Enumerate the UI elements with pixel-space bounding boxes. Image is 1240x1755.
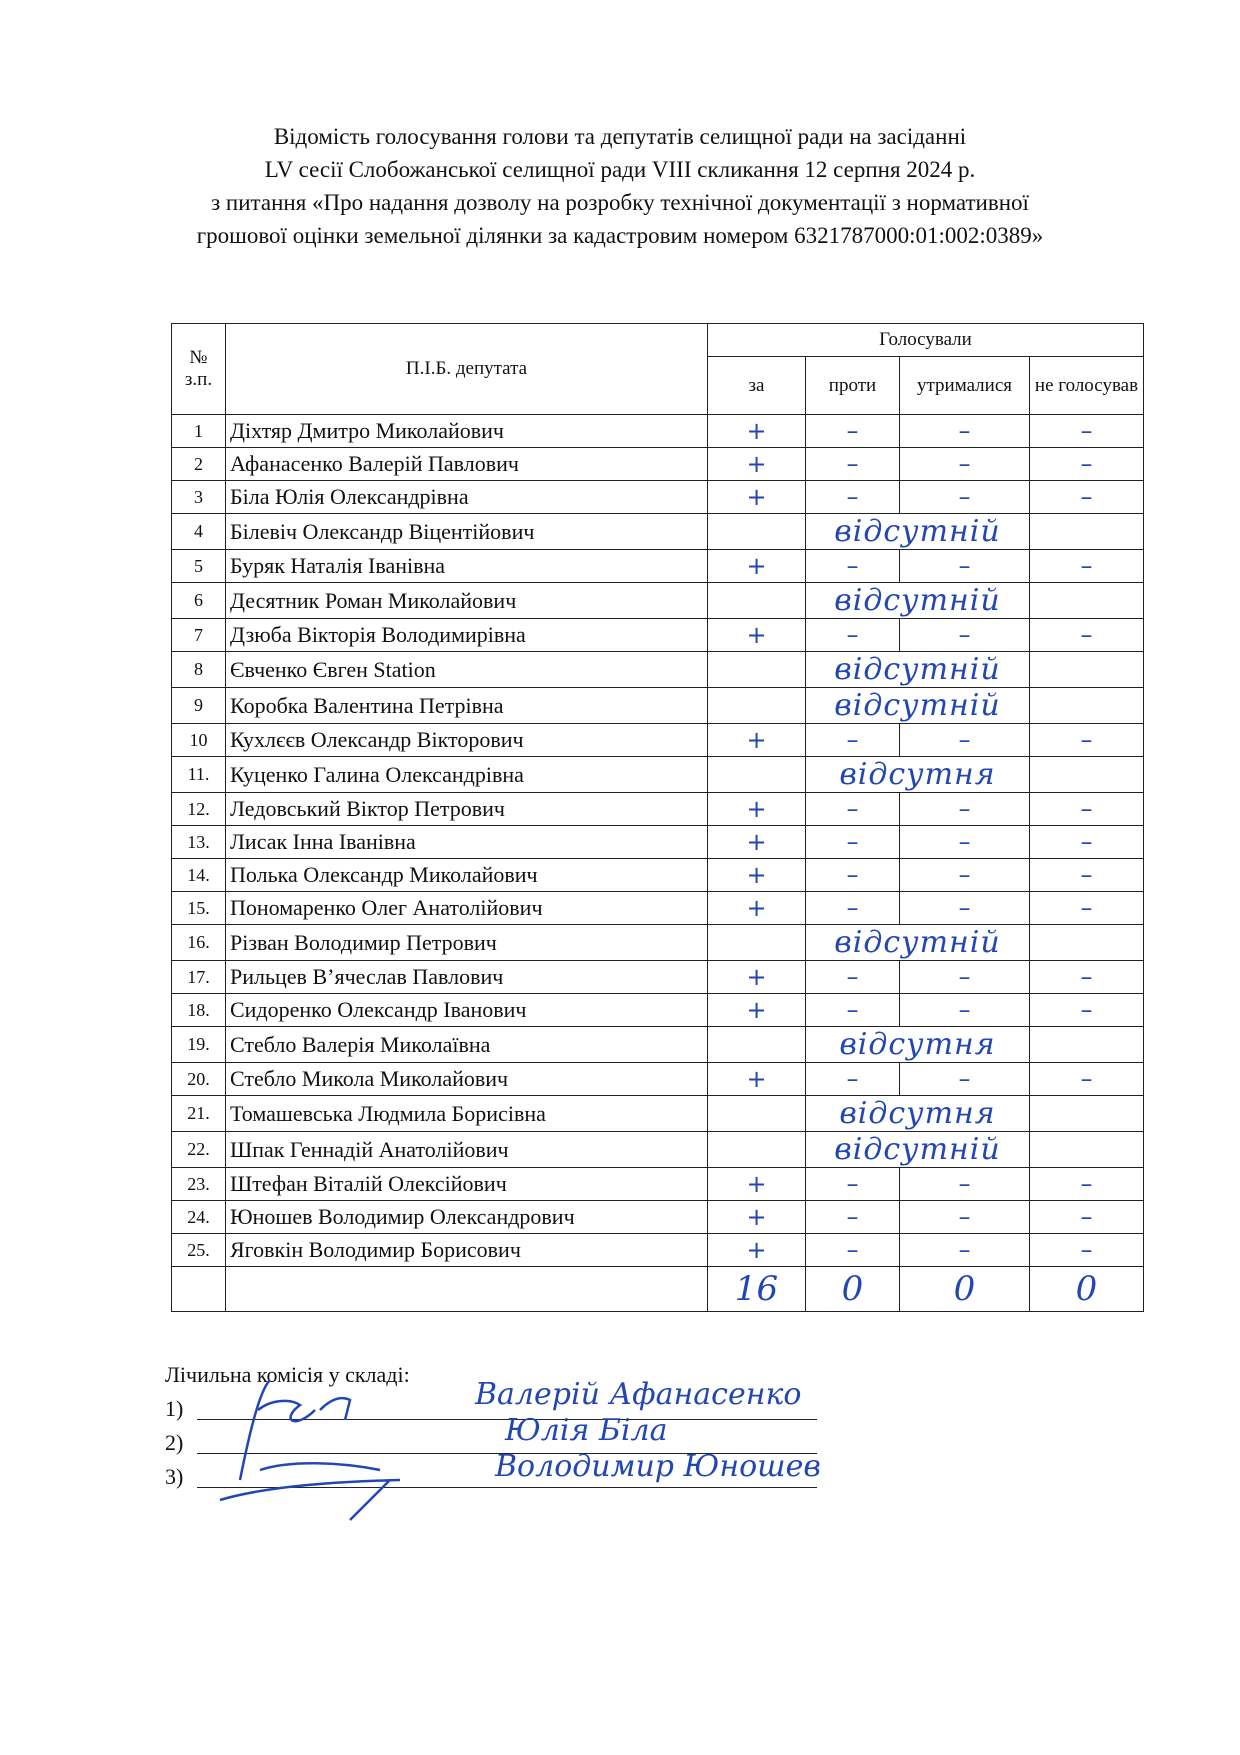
- vote-for: +: [708, 619, 806, 652]
- total-against: 0: [806, 1267, 900, 1312]
- deputy-name: Ледовський Віктор Петрович: [226, 793, 708, 826]
- table-row: [172, 1168, 1144, 1201]
- signature: Юлія Біла: [505, 1413, 668, 1448]
- totals-row: [172, 1267, 1144, 1312]
- absent-note: відсутній: [806, 652, 1030, 688]
- vote-for: [708, 1027, 806, 1063]
- row-number: 14.: [172, 859, 226, 892]
- row-number: 25.: [172, 1234, 226, 1267]
- vote-for: [708, 925, 806, 961]
- row-number: 8: [172, 652, 226, 688]
- table-row: [172, 619, 1144, 652]
- deputy-name: Кухлєєв Олександр Вікторович: [226, 724, 708, 757]
- vote-not-voted: –: [1030, 892, 1144, 925]
- vote-not-voted: [1030, 1132, 1144, 1168]
- vote-for: +: [708, 826, 806, 859]
- row-number: 19.: [172, 1027, 226, 1063]
- member-number: 1): [165, 1396, 184, 1421]
- vote-against: –: [806, 724, 900, 757]
- table-row: [172, 826, 1144, 859]
- vote-abstained: –: [900, 994, 1030, 1027]
- total-abstained: 0: [900, 1267, 1030, 1312]
- vote-not-voted: –: [1030, 1168, 1144, 1201]
- vote-for: [708, 1132, 806, 1168]
- row-number: 10: [172, 724, 226, 757]
- title-line: з питання «Про надання дозволу на розробку технічної документації з нормативної: [211, 190, 1029, 215]
- row-number: 22.: [172, 1132, 226, 1168]
- vote-not-voted: –: [1030, 1063, 1144, 1096]
- vote-for: +: [708, 859, 806, 892]
- table-row: [172, 892, 1144, 925]
- vote-not-voted: –: [1030, 793, 1144, 826]
- deputy-name: Шпак Геннадій Анатолійович: [226, 1132, 708, 1168]
- absent-note: відсутній: [806, 688, 1030, 724]
- vote-not-voted: [1030, 688, 1144, 724]
- row-number: 6: [172, 583, 226, 619]
- header-for: за: [708, 357, 806, 415]
- row-number: 9: [172, 688, 226, 724]
- table-row: [172, 652, 1144, 688]
- vote-for: +: [708, 961, 806, 994]
- vote-abstained: –: [900, 1168, 1030, 1201]
- vote-abstained: –: [900, 961, 1030, 994]
- vote-not-voted: –: [1030, 859, 1144, 892]
- vote-abstained: –: [900, 448, 1030, 481]
- table-row: [172, 961, 1144, 994]
- vote-not-voted: –: [1030, 961, 1144, 994]
- row-number: 24.: [172, 1201, 226, 1234]
- header-voted: Голосували: [708, 324, 1144, 357]
- table-row: [172, 793, 1144, 826]
- table-row: [172, 550, 1144, 583]
- vote-abstained: –: [900, 724, 1030, 757]
- vote-for: [708, 583, 806, 619]
- empty-cell: [172, 1267, 226, 1312]
- absent-note: відсутній: [806, 583, 1030, 619]
- vote-not-voted: [1030, 925, 1144, 961]
- vote-against: –: [806, 826, 900, 859]
- vote-abstained: –: [900, 826, 1030, 859]
- vote-against: –: [806, 892, 900, 925]
- vote-abstained: –: [900, 619, 1030, 652]
- deputy-name: Діхтяр Дмитро Миколайович: [226, 415, 708, 448]
- table-row: [172, 1096, 1144, 1132]
- vote-against: –: [806, 1234, 900, 1267]
- table-row: [172, 448, 1144, 481]
- vote-against: –: [806, 793, 900, 826]
- deputy-name: Полька Олександр Миколайович: [226, 859, 708, 892]
- vote-abstained: –: [900, 481, 1030, 514]
- table-row: [172, 994, 1144, 1027]
- title-line: грошової оцінки земельної ділянки за кадастровим номером 6321787000:01:002:0389»: [196, 223, 1044, 248]
- vote-for: [708, 1096, 806, 1132]
- vote-against: –: [806, 859, 900, 892]
- row-number: 11.: [172, 757, 226, 793]
- table-row: [172, 514, 1144, 550]
- vote-not-voted: –: [1030, 619, 1144, 652]
- absent-note: відсутня: [806, 1096, 1030, 1132]
- table-row: [172, 1063, 1144, 1096]
- deputy-name: Євченко Євген Station: [226, 652, 708, 688]
- signature: Володимир Юношев: [495, 1449, 821, 1484]
- vote-for: +: [708, 892, 806, 925]
- vote-not-voted: –: [1030, 448, 1144, 481]
- vote-not-voted: [1030, 514, 1144, 550]
- deputy-name: Томашевська Людмила Борисівна: [226, 1096, 708, 1132]
- absent-note: відсутня: [806, 1027, 1030, 1063]
- vote-against: –: [806, 481, 900, 514]
- row-number: 1: [172, 415, 226, 448]
- vote-against: –: [806, 994, 900, 1027]
- vote-abstained: –: [900, 1234, 1030, 1267]
- row-number: 2: [172, 448, 226, 481]
- vote-abstained: –: [900, 415, 1030, 448]
- vote-not-voted: [1030, 1096, 1144, 1132]
- header-against: проти: [806, 357, 900, 415]
- table-row: [172, 925, 1144, 961]
- row-number: 7: [172, 619, 226, 652]
- vote-not-voted: [1030, 652, 1144, 688]
- header-not-voted: не голосував: [1030, 357, 1144, 415]
- vote-for: [708, 757, 806, 793]
- vote-abstained: –: [900, 1201, 1030, 1234]
- vote-for: +: [708, 994, 806, 1027]
- vote-for: +: [708, 1234, 806, 1267]
- deputy-name: Юношев Володимир Олександрович: [226, 1201, 708, 1234]
- vote-for: [708, 514, 806, 550]
- deputy-name: Стебло Микола Миколайович: [226, 1063, 708, 1096]
- header-number: № з.п.: [172, 324, 226, 415]
- vote-not-voted: –: [1030, 550, 1144, 583]
- header-abstained: утрималися: [900, 357, 1030, 415]
- deputy-name: Куценко Галина Олександрівна: [226, 757, 708, 793]
- table-row: [172, 1234, 1144, 1267]
- vote-for: +: [708, 448, 806, 481]
- vote-against: –: [806, 550, 900, 583]
- row-number: 23.: [172, 1168, 226, 1201]
- absent-note: відсутня: [806, 757, 1030, 793]
- vote-not-voted: –: [1030, 826, 1144, 859]
- row-number: 21.: [172, 1096, 226, 1132]
- row-number: 15.: [172, 892, 226, 925]
- vote-for: +: [708, 481, 806, 514]
- member-number: 3): [165, 1464, 184, 1489]
- vote-not-voted: –: [1030, 994, 1144, 1027]
- deputy-name: Буряк Наталія Іванівна: [226, 550, 708, 583]
- vote-not-voted: –: [1030, 481, 1144, 514]
- row-number: 5: [172, 550, 226, 583]
- voting-table: [171, 323, 1144, 1312]
- deputy-name: Лисак Інна Іванівна: [226, 826, 708, 859]
- vote-for: +: [708, 724, 806, 757]
- deputy-name: Біла Юлія Олександрівна: [226, 481, 708, 514]
- deputy-name: Дзюба Вікторія Володимирівна: [226, 619, 708, 652]
- empty-cell: [226, 1267, 708, 1312]
- table-row: [172, 757, 1144, 793]
- row-number: 18.: [172, 994, 226, 1027]
- vote-against: –: [806, 448, 900, 481]
- vote-not-voted: –: [1030, 1234, 1144, 1267]
- vote-abstained: –: [900, 550, 1030, 583]
- deputy-name: Різван Володимир Петрович: [226, 925, 708, 961]
- table-row: [172, 1132, 1144, 1168]
- absent-note: відсутній: [806, 1132, 1030, 1168]
- vote-for: +: [708, 415, 806, 448]
- total-not-voted: 0: [1030, 1267, 1144, 1312]
- vote-for: +: [708, 1201, 806, 1234]
- absent-note: відсутній: [806, 925, 1030, 961]
- absent-note: відсутній: [806, 514, 1030, 550]
- deputy-name: Рильцев В’ячеслав Павлович: [226, 961, 708, 994]
- table-row: [172, 724, 1144, 757]
- vote-against: –: [806, 1063, 900, 1096]
- deputy-name: Білевіч Олександр Віцентійович: [226, 514, 708, 550]
- row-number: 4: [172, 514, 226, 550]
- table-row: [172, 415, 1144, 448]
- vote-not-voted: [1030, 1027, 1144, 1063]
- row-number: 13.: [172, 826, 226, 859]
- vote-not-voted: [1030, 757, 1144, 793]
- vote-for: [708, 652, 806, 688]
- table-row: [172, 688, 1144, 724]
- row-number: 16.: [172, 925, 226, 961]
- table-row: [172, 1027, 1144, 1063]
- row-number: 20.: [172, 1063, 226, 1096]
- vote-against: –: [806, 961, 900, 994]
- vote-against: –: [806, 415, 900, 448]
- table-row: [172, 481, 1144, 514]
- vote-not-voted: –: [1030, 1201, 1144, 1234]
- vote-not-voted: [1030, 583, 1144, 619]
- deputy-name: Пономаренко Олег Анатолійович: [226, 892, 708, 925]
- deputy-name: Коробка Валентина Петрівна: [226, 688, 708, 724]
- total-for: 16: [708, 1267, 806, 1312]
- vote-against: –: [806, 1168, 900, 1201]
- signature-scribble-icon: [200, 1370, 460, 1530]
- vote-abstained: –: [900, 793, 1030, 826]
- vote-for: +: [708, 793, 806, 826]
- vote-for: [708, 688, 806, 724]
- vote-abstained: –: [900, 1063, 1030, 1096]
- deputy-name: Десятник Роман Миколайович: [226, 583, 708, 619]
- signature: Валерій Афанасенко: [475, 1377, 802, 1412]
- vote-against: –: [806, 1201, 900, 1234]
- member-number: 2): [165, 1430, 184, 1455]
- vote-not-voted: –: [1030, 415, 1144, 448]
- row-number: 12.: [172, 793, 226, 826]
- table-row: [172, 859, 1144, 892]
- header-name: П.І.Б. депутата: [226, 324, 708, 415]
- vote-not-voted: –: [1030, 724, 1144, 757]
- table-row: [172, 1201, 1144, 1234]
- vote-for: +: [708, 550, 806, 583]
- title-line: Відомість голосування голови та депутатів селищної ради на засіданні: [273, 124, 967, 149]
- vote-for: +: [708, 1168, 806, 1201]
- document-title: [120, 120, 1120, 252]
- deputy-name: Сидоренко Олександр Іванович: [226, 994, 708, 1027]
- vote-abstained: –: [900, 892, 1030, 925]
- vote-for: +: [708, 1063, 806, 1096]
- table-row: [172, 583, 1144, 619]
- vote-abstained: –: [900, 859, 1030, 892]
- row-number: 17.: [172, 961, 226, 994]
- vote-against: –: [806, 619, 900, 652]
- deputy-name: Афанасенко Валерій Павлович: [226, 448, 708, 481]
- row-number: 3: [172, 481, 226, 514]
- title-line: LV сесії Слобожанської селищної ради VIII скликання 12 серпня 2024 р.: [264, 157, 976, 182]
- deputy-name: Штефан Віталій Олексійович: [226, 1168, 708, 1201]
- deputy-name: Стебло Валерія Миколаївна: [226, 1027, 708, 1063]
- deputy-name: Яговкін Володимир Борисович: [226, 1234, 708, 1267]
- commission-label: Лічильна комісія у складі:: [165, 1362, 410, 1387]
